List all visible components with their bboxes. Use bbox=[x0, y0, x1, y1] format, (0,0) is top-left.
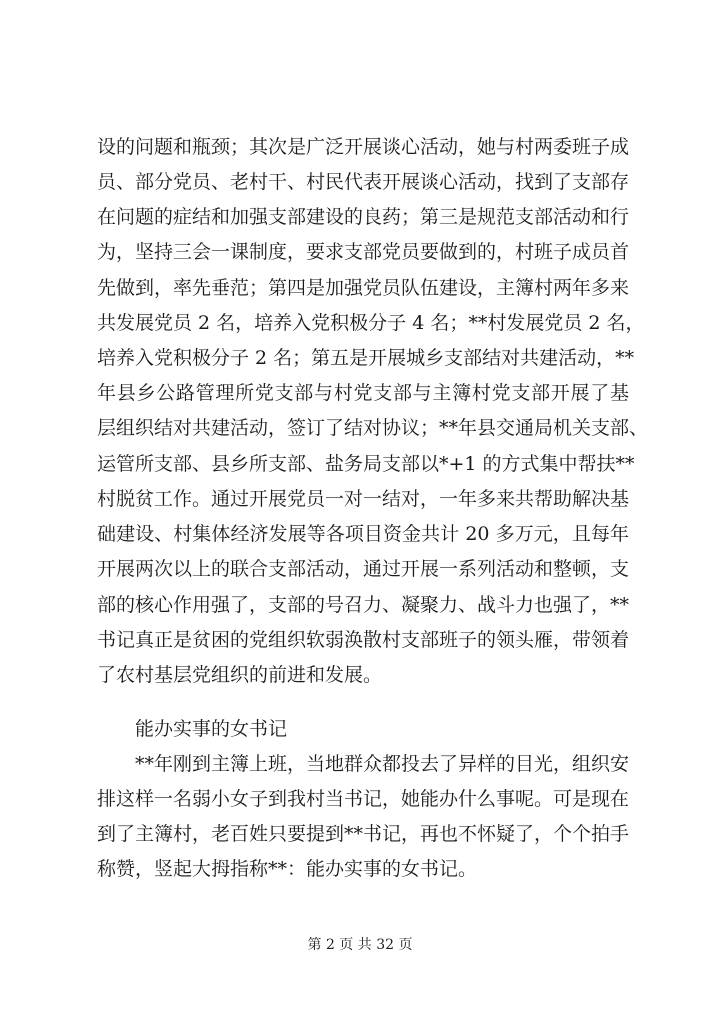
paragraph-line: 在问题的症结和加强支部建设的良药；第三是规范支部活动和行 bbox=[97, 206, 630, 228]
paragraph-line: 培养入党积极分子 2 名；第五是开展城乡支部结对共建活动，** bbox=[97, 347, 635, 369]
paragraph-line: 先做到，率先垂范；第四是加强党员队伍建设，主簿村两年多来 bbox=[97, 277, 630, 299]
section-heading: 能办实事的女书记 bbox=[135, 718, 288, 740]
page-number-footer: 第 2 页 共 32 页 bbox=[307, 937, 413, 953]
paragraph-line: 层组织结对共建活动，签订了结对协议；**年县交通局机关支部、 bbox=[97, 417, 649, 439]
paragraph-line: 共发展党员 2 名，培养入党积极分子 4 名；**村发展党员 2 名， bbox=[97, 312, 645, 334]
paragraph-line: 排这样一名弱小女子到我村当书记，她能办什么事呢。可是现在 bbox=[97, 788, 630, 810]
paragraph-line: 为，坚持三会一课制度，要求支部党员要做到的，村班子成员首 bbox=[97, 241, 630, 263]
paragraph-line: 了农村基层党组织的前进和发展。 bbox=[97, 664, 383, 686]
paragraph-line: **年刚到主簿上班，当地群众都投去了异样的目光，组织安 bbox=[135, 753, 630, 775]
paragraph-line: 称赞，竖起大拇指称**：能办实事的女书记。 bbox=[97, 858, 478, 880]
paragraph-line: 础建设、村集体经济发展等各项目资金共计 20 多万元，且每年 bbox=[97, 523, 629, 545]
paragraph-line: 运管所支部、县乡所支部、盐务局支部以*+1 的方式集中帮扶** bbox=[97, 453, 635, 475]
paragraph-line: 开展两次以上的联合支部活动，通过开展一系列活动和整顿，支 bbox=[97, 558, 630, 580]
paragraph-line: 设的问题和瓶颈；其次是广泛开展谈心活动，她与村两委班子成 bbox=[97, 136, 630, 158]
paragraph-line: 村脱贫工作。通过开展党员一对一结对，一年多来共帮助解决基 bbox=[97, 488, 630, 510]
paragraph-line: 部的核心作用强了，支部的号召力、凝聚力、战斗力也强了，** bbox=[97, 594, 630, 616]
paragraph-line: 书记真正是贫困的党组织软弱涣散村支部班子的领头雁，带领着 bbox=[97, 629, 630, 651]
paragraph-line: 年县乡公路管理所党支部与村党支部与主簿村党支部开展了基 bbox=[97, 382, 629, 404]
paragraph-line: 到了主簿村，老百姓只要提到**书记，再也不怀疑了，个个拍手 bbox=[97, 823, 630, 845]
paragraph-line: 员、部分党员、老村干、村民代表开展谈心活动，找到了支部存 bbox=[97, 171, 630, 193]
